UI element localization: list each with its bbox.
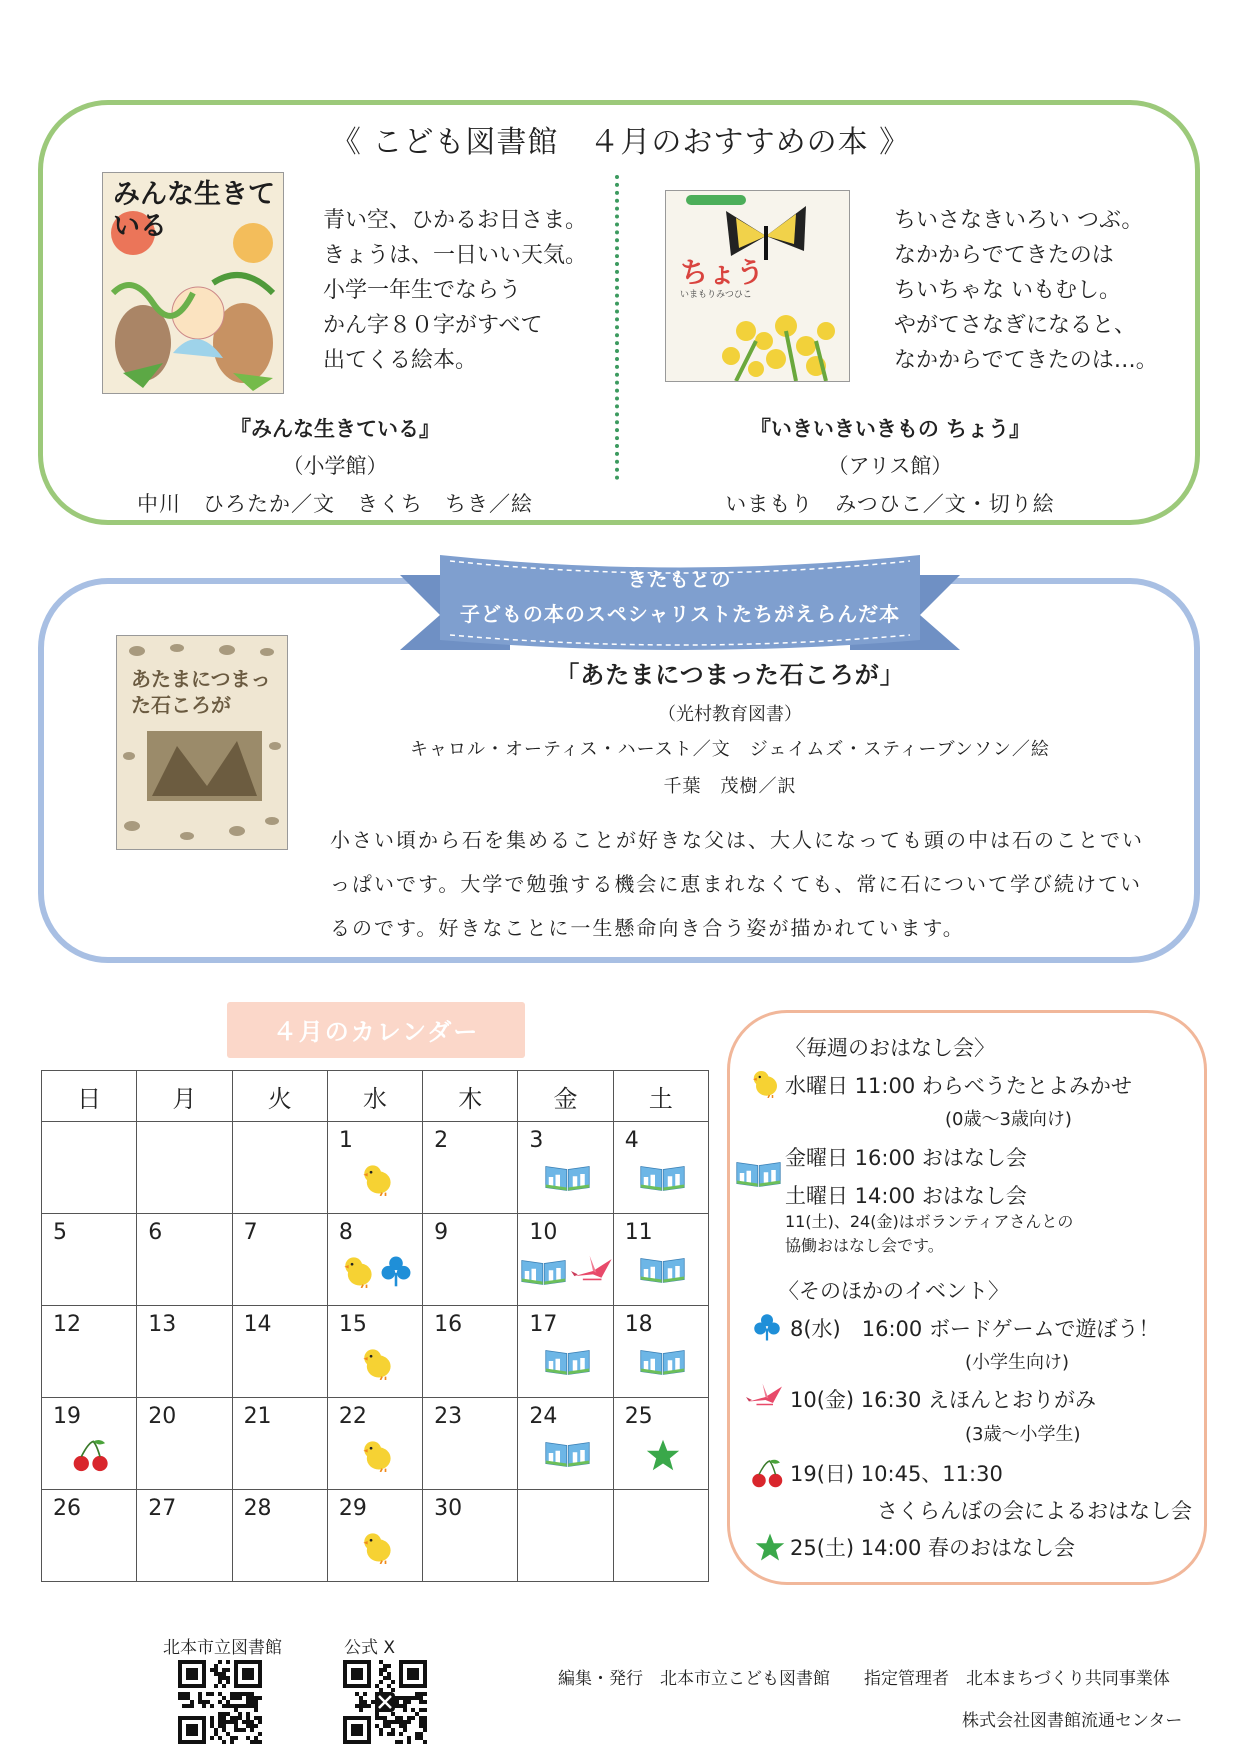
book3-translator: 千葉 茂樹／訳 xyxy=(663,776,797,797)
calendar-day-cell[interactable] xyxy=(232,1490,327,1582)
calendar-day-cell[interactable] xyxy=(518,1398,613,1490)
calendar-day-cell[interactable] xyxy=(423,1122,518,1214)
calendar-week-row xyxy=(42,1214,709,1306)
calendar-day-cell[interactable] xyxy=(518,1306,613,1398)
day-number: 26 xyxy=(53,1496,81,1521)
event-wed: 水曜日 11:00 わらべうたとよみかせ xyxy=(785,1074,1132,1098)
calendar-table xyxy=(41,1070,709,1582)
calendar-day-cell[interactable] xyxy=(42,1490,137,1582)
weekday-wed: 水 xyxy=(327,1071,422,1122)
clover-icon xyxy=(379,1254,413,1292)
day-number: 20 xyxy=(148,1404,177,1429)
calendar-day-cell[interactable] xyxy=(42,1214,137,1306)
book1-blurb: 青い空、ひかるお日さま。 きょうは、一日いい天気。 小学一年生でならう かん字８０字がすべて 出てくる絵本。 xyxy=(323,208,588,373)
day-event-icons xyxy=(622,1438,704,1476)
calendar-day-cell[interactable] xyxy=(423,1306,518,1398)
library-qr-code[interactable] xyxy=(178,1660,262,1748)
picture-book-icon xyxy=(639,1254,686,1288)
day-number: 30 xyxy=(434,1496,463,1521)
book1-cover xyxy=(102,172,284,394)
day-event-icons xyxy=(526,1162,608,1196)
star-icon xyxy=(646,1438,680,1476)
editor-credit: 編集・発行 北本市立こども図書館 指定管理者 北本まちづくり共同事業体 xyxy=(558,1669,1170,1689)
calendar-day-cell[interactable] xyxy=(137,1214,232,1306)
calendar-week-row xyxy=(42,1398,709,1490)
paper-crane-icon xyxy=(571,1254,615,1292)
day-number: 1 xyxy=(338,1128,353,1153)
day-number: 3 xyxy=(529,1128,544,1153)
calendar-day-cell[interactable] xyxy=(327,1214,422,1306)
event-3-note: さくらんぼの会によるおはなし会 xyxy=(877,1499,1192,1523)
picture-book-icon xyxy=(520,1256,567,1290)
book2-cover-title: ちょう xyxy=(680,256,765,289)
calendar-title: ４月のカレンダー xyxy=(272,1018,480,1046)
calendar-header-row xyxy=(42,1071,709,1122)
day-number: 8 xyxy=(338,1220,353,1245)
day-event-icons xyxy=(336,1346,418,1384)
chick-icon xyxy=(750,1068,780,1102)
day-number: 14 xyxy=(243,1312,272,1337)
day-event-icons xyxy=(526,1254,608,1292)
calendar-day-cell xyxy=(613,1490,708,1582)
calendar-day-cell[interactable] xyxy=(327,1306,422,1398)
ribbon-line2: 子どもの本のスペシャリストたちがえらんだ本 xyxy=(459,602,901,626)
book3-cover-title: あたまにつまった石ころが xyxy=(131,667,271,717)
x-label: 公式 X xyxy=(344,1638,396,1658)
day-number: 11 xyxy=(624,1220,653,1245)
event-2: 10(金) 16:30 えほんとおりがみ xyxy=(790,1388,1096,1412)
calendar-day-cell[interactable] xyxy=(518,1122,613,1214)
calendar-day-cell[interactable] xyxy=(42,1398,137,1490)
chick-icon xyxy=(341,1254,375,1292)
picture-book-icon xyxy=(735,1158,782,1192)
day-number: 6 xyxy=(148,1220,163,1245)
day-number: 27 xyxy=(148,1496,177,1521)
book1-publisher: （小学館） xyxy=(282,454,388,478)
event-fri: 金曜日 16:00 おはなし会 xyxy=(785,1146,1027,1170)
event-4: 25(土) 14:00 春のおはなし会 xyxy=(790,1536,1075,1560)
weekly-heading: 〈毎週のおはなし会〉 xyxy=(785,1036,995,1060)
cherry-icon xyxy=(71,1438,112,1476)
weekday-mon: 月 xyxy=(137,1071,232,1122)
calendar-day-cell[interactable] xyxy=(232,1398,327,1490)
book1-cover-title: みんな生きている xyxy=(113,179,275,242)
event-note: 11(土)、24(金)はボランティアさんとの 協働おはなし会です。 xyxy=(785,1212,1074,1255)
day-number: 4 xyxy=(624,1128,639,1153)
day-number: 19 xyxy=(53,1404,81,1429)
day-number: 17 xyxy=(529,1312,558,1337)
calendar-day-cell[interactable] xyxy=(137,1306,232,1398)
picture-book-icon xyxy=(544,1438,591,1472)
calendar-day-cell[interactable] xyxy=(137,1398,232,1490)
book3-publisher: （光村教育図書） xyxy=(658,704,802,725)
calendar-day-cell[interactable] xyxy=(613,1398,708,1490)
day-event-icons xyxy=(526,1438,608,1472)
calendar-day-cell xyxy=(42,1122,137,1214)
day-event-icons xyxy=(336,1254,418,1292)
calendar-day-cell xyxy=(232,1122,327,1214)
day-number: 13 xyxy=(148,1312,177,1337)
day-event-icons xyxy=(50,1438,132,1476)
day-number: 5 xyxy=(53,1220,67,1245)
cherry-icon xyxy=(750,1458,786,1492)
day-event-icons xyxy=(336,1162,418,1200)
event-1: 8(水) 16:00 ボードゲームで遊ぼう！ xyxy=(790,1317,1160,1341)
picture-book-icon xyxy=(544,1346,591,1380)
calendar-week-row xyxy=(42,1306,709,1398)
book1-authors: 中川 ひろたか／文 きくち ちき／絵 xyxy=(137,492,533,516)
calendar-day-cell[interactable] xyxy=(137,1490,232,1582)
day-number: 28 xyxy=(243,1496,272,1521)
clover-icon xyxy=(752,1312,782,1346)
day-number: 24 xyxy=(529,1404,558,1429)
book2-cover xyxy=(665,190,850,382)
library-label: 北本市立図書館 xyxy=(163,1638,282,1658)
day-number: 12 xyxy=(53,1312,81,1337)
chick-icon xyxy=(360,1346,394,1384)
day-number: 21 xyxy=(243,1404,272,1429)
day-number: 22 xyxy=(338,1404,367,1429)
event-1-note: (小学生向け) xyxy=(965,1352,1070,1373)
calendar-day-cell xyxy=(518,1490,613,1582)
calendar-day-cell[interactable] xyxy=(42,1306,137,1398)
calendar-day-cell[interactable] xyxy=(232,1306,327,1398)
day-event-icons xyxy=(622,1254,704,1288)
day-number: 23 xyxy=(434,1404,463,1429)
chick-icon xyxy=(360,1438,394,1476)
calendar-day-cell[interactable] xyxy=(423,1214,518,1306)
calendar-day-cell[interactable] xyxy=(518,1214,613,1306)
weekday-fri: 金 xyxy=(518,1071,613,1122)
book2-cover-author: いまもりみつひこ xyxy=(680,290,752,300)
book3-title: 「あたまにつまった石ころが」 xyxy=(555,661,905,689)
calendar-day-cell[interactable] xyxy=(423,1398,518,1490)
company-credit: 株式会社図書館流通センター xyxy=(962,1711,1183,1731)
other-heading: 〈そのほかのイベント〉 xyxy=(778,1279,1009,1303)
day-event-icons xyxy=(526,1346,608,1380)
day-event-icons xyxy=(622,1346,704,1380)
day-number: 16 xyxy=(434,1312,463,1337)
calendar-day-cell[interactable] xyxy=(327,1398,422,1490)
book3-cover xyxy=(116,635,288,850)
book2-publisher: （アリス館） xyxy=(827,454,953,478)
day-event-icons xyxy=(622,1162,704,1196)
x-qr-code[interactable] xyxy=(343,1660,427,1748)
day-number: 10 xyxy=(529,1220,558,1245)
book2-title: 『いきいきいきもの ちょう』 xyxy=(749,417,1031,441)
day-number: 9 xyxy=(434,1220,449,1245)
calendar-day-cell[interactable] xyxy=(423,1490,518,1582)
paper-crane-icon xyxy=(746,1382,785,1416)
picture-book-icon xyxy=(544,1162,591,1196)
calendar-day-cell[interactable] xyxy=(613,1306,708,1398)
weekday-thu: 木 xyxy=(423,1071,518,1122)
day-number: 25 xyxy=(624,1404,653,1429)
event-2-note: (3歳～小学生) xyxy=(965,1424,1081,1445)
day-number: 7 xyxy=(243,1220,258,1245)
chick-icon xyxy=(360,1530,394,1568)
book2-blurb: ちいさなきいろい つぶ。 なかからでてきたのは ちいちゃな いもむし。 やがてさなぎになると、 なかからでてきたのは…。 xyxy=(894,208,1158,373)
calendar-day-cell[interactable] xyxy=(327,1490,422,1582)
book3-authors: キャロル・オーティス・ハースト／文 ジェイムズ・スティーブンソン／絵 xyxy=(410,739,1050,760)
section-divider xyxy=(615,175,619,480)
weekday-tue: 火 xyxy=(232,1071,327,1122)
book2-authors: いまもり みつひこ／文・切り絵 xyxy=(725,492,1055,516)
chick-icon xyxy=(360,1162,394,1200)
event-3: 19(日) 10:45、11:30 xyxy=(790,1462,1003,1486)
picture-book-icon xyxy=(639,1346,686,1380)
day-number: 18 xyxy=(624,1312,653,1337)
day-number: 2 xyxy=(434,1128,449,1153)
calendar-day-cell[interactable] xyxy=(613,1122,708,1214)
calendar-week-row xyxy=(42,1122,709,1214)
star-icon xyxy=(755,1532,785,1566)
calendar-day-cell[interactable] xyxy=(613,1214,708,1306)
calendar-day-cell xyxy=(137,1122,232,1214)
day-number: 15 xyxy=(338,1312,367,1337)
calendar-day-cell[interactable] xyxy=(232,1214,327,1306)
day-event-icons xyxy=(336,1530,418,1568)
event-sat: 土曜日 14:00 おはなし会 xyxy=(785,1184,1027,1208)
picture-book-icon xyxy=(639,1162,686,1196)
book1-title: 『みんな生きている』 xyxy=(230,417,440,441)
weekday-sat: 土 xyxy=(613,1071,708,1122)
day-number: 29 xyxy=(338,1496,367,1521)
calendar-week-row xyxy=(42,1490,709,1582)
recommend-title: 《 こども図書館 ４月のおすすめの本 》 xyxy=(330,125,911,160)
calendar-day-cell[interactable] xyxy=(327,1122,422,1214)
event-wed-note: (0歳～3歳向け) xyxy=(945,1109,1072,1130)
ribbon-line1: きたもとの xyxy=(627,569,733,591)
weekday-sun: 日 xyxy=(42,1071,137,1122)
day-event-icons xyxy=(336,1438,418,1476)
book3-description: 小さい頃から石を集めることが好きな父は、大人になっても頭の中は石のことでいっぱいです。大学で勉強する機会に恵まれなくても、常に石について学び続けているのです。好きなことに一生懸命向き合う姿が描かれています。 xyxy=(330,828,1144,940)
